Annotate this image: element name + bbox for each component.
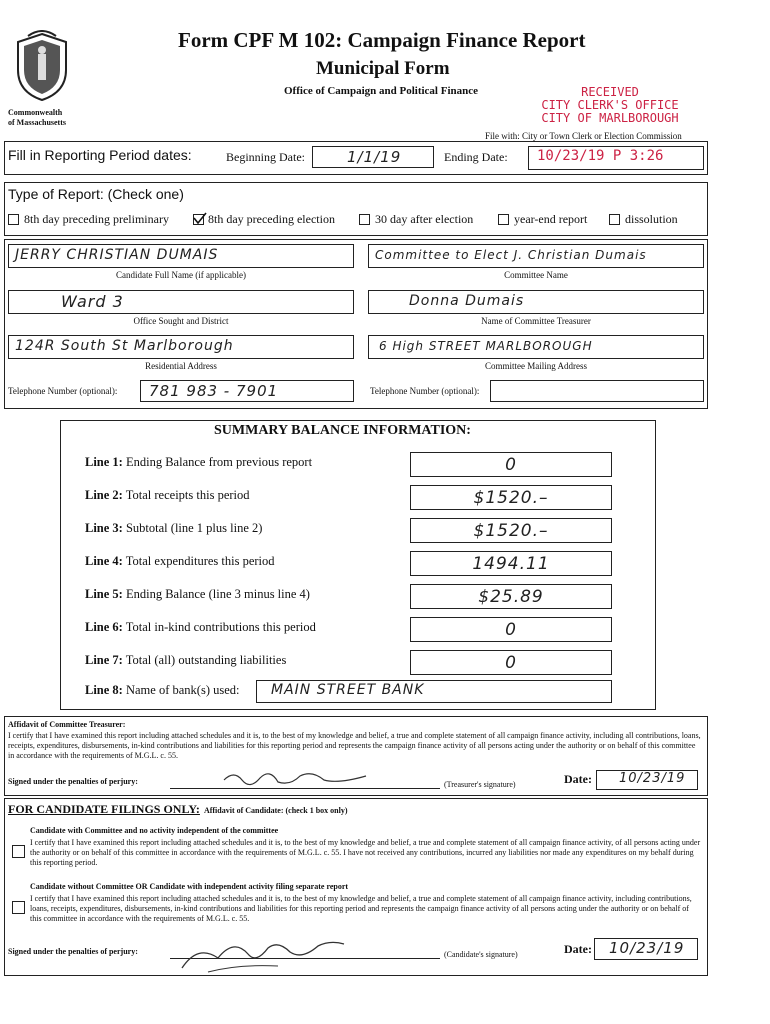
summary-line-num: Line 3: bbox=[85, 521, 123, 535]
treasurer-sig-caption: (Treasurer's signature) bbox=[444, 780, 516, 789]
summary-line-num: Line 5: bbox=[85, 587, 123, 601]
checkbox-dissolution[interactable] bbox=[609, 214, 620, 225]
seal-caption: Commonwealth of Massachusetts bbox=[8, 108, 66, 127]
phone-label: Telephone Number (optional): bbox=[8, 386, 118, 396]
bank-line-text: Name of bank(s) used: bbox=[125, 683, 240, 697]
form-subtitle: Municipal Form bbox=[316, 58, 450, 79]
office-name: Office of Campaign and Political Finance bbox=[284, 85, 479, 97]
summary-line-5-field[interactable] bbox=[410, 584, 612, 609]
committee-name-field[interactable] bbox=[368, 244, 704, 268]
summary-line-3-field[interactable] bbox=[410, 518, 612, 543]
checkbox-30-day[interactable] bbox=[359, 214, 370, 225]
summary-line-7-field[interactable] bbox=[410, 650, 612, 675]
treasurer-date-field[interactable] bbox=[596, 770, 698, 790]
summary-title: SUMMARY BALANCE INFORMATION: bbox=[214, 423, 471, 438]
summary-line-num: Line 2: bbox=[85, 488, 123, 502]
office-label: Office Sought and District bbox=[133, 316, 229, 326]
phone-field[interactable] bbox=[140, 380, 354, 402]
summary-line-7-value: 0 bbox=[505, 652, 517, 673]
summary-line-1-field[interactable] bbox=[410, 452, 612, 477]
option-preceding-election-label: 8th day preceding election bbox=[208, 212, 335, 226]
mailing-field[interactable] bbox=[368, 335, 704, 359]
with-committee-text: I certify that I have examined this report including attached schedules and it is, to the best of my knowledge and belief, a true and complete statement of all campaign finance activity, of all persons acting under the authority or on behalf of this committee in accordance with the requirements of M.G.L. c. 55. I have not received any contributions, incurred any liabilities nor made any expenditures on my behalf during this reporting period. bbox=[30, 838, 701, 867]
without-committee-text: I certify that I have examined this report including attached schedules and it is, to the best of my knowledge and belief, a true and complete statement of all campaign finance activity, including contributions, loans, receipts, expenditures, disbursements, in-kind contributions and liabilities for this reporting period and represents the campaign finance activity of all persons acting under the authority or on behalf of this committee in accordance with the requirements of M.G.L. c. 55. bbox=[30, 894, 692, 923]
committee-name-label: Committee Name bbox=[504, 270, 568, 280]
summary-line-7-label bbox=[85, 653, 286, 668]
phone2-label: Telephone Number (optional): bbox=[370, 386, 480, 396]
received-stamp: RECEIVED CITY CLERK'S OFFICE CITY OF MARLBOROUGH bbox=[541, 85, 679, 125]
residential-field[interactable] bbox=[8, 335, 354, 359]
summary-line-4-value: 1494.11 bbox=[472, 553, 550, 574]
summary-line-6-field[interactable] bbox=[410, 617, 612, 642]
summary-line-5-label bbox=[85, 587, 310, 602]
candidate-date-field[interactable] bbox=[594, 938, 698, 960]
treasurer-date-value: 10/23/19 bbox=[619, 771, 686, 786]
summary-line-1-value: 0 bbox=[505, 454, 517, 475]
summary-line-text: Total (all) outstanding liabilities bbox=[125, 653, 287, 667]
summary-line-text: Total receipts this period bbox=[125, 488, 250, 502]
candidate-filings-subtitle: Affidavit of Candidate: (check 1 box only) bbox=[203, 806, 348, 815]
option-year-end-label: year-end report bbox=[514, 212, 588, 226]
report-type-label: Type of Report: (Check one) bbox=[8, 186, 184, 202]
mailing-value: 6 High STREET MARLBOROUGH bbox=[379, 339, 593, 353]
option-30-day-label: 30 day after election bbox=[375, 212, 474, 226]
candidate-sig-caption: (Candidate's signature) bbox=[444, 950, 518, 959]
bank-line-label bbox=[85, 683, 240, 698]
phone2-field[interactable] bbox=[490, 380, 704, 402]
summary-line-1-label bbox=[85, 455, 312, 470]
candidate-name-label: Candidate Full Name (if applicable) bbox=[116, 270, 246, 280]
summary-line-text: Total expenditures this period bbox=[125, 554, 275, 568]
summary-line-text: Ending Balance from previous report bbox=[125, 455, 313, 469]
begin-date-value: 1/1/19 bbox=[347, 148, 402, 166]
form-title: Form CPF M 102: Campaign Finance Report bbox=[178, 28, 586, 52]
end-date-field[interactable] bbox=[528, 146, 704, 170]
treasurer-affidavit-title: Affidavit of Committee Treasurer: bbox=[8, 720, 126, 729]
candidate-name-field[interactable] bbox=[8, 244, 354, 268]
without-committee-title: Candidate without Committee OR Candidate with independent activity filing separate report bbox=[30, 882, 349, 891]
summary-line-num: Line 7: bbox=[85, 653, 123, 667]
summary-line-4-field[interactable] bbox=[410, 551, 612, 576]
summary-line-5-value: $25.89 bbox=[478, 586, 544, 607]
summary-line-text: Ending Balance (line 3 minus line 4) bbox=[125, 587, 310, 601]
summary-line-3-value: $1520.– bbox=[473, 520, 549, 541]
candidate-signature bbox=[178, 934, 348, 979]
option-dissolution-label: dissolution bbox=[625, 212, 678, 226]
candidate-name-value: JERRY CHRISTIAN DUMAIS bbox=[15, 247, 219, 263]
summary-line-6-label bbox=[85, 620, 316, 635]
begin-date-label: Beginning Date: bbox=[226, 150, 305, 164]
summary-line-num: Line 1: bbox=[85, 455, 123, 469]
summary-line-text: Subtotal (line 1 plus line 2) bbox=[125, 521, 263, 535]
checkbox-preceding-election[interactable] bbox=[193, 214, 204, 225]
option-preliminary-label: 8th day preceding preliminary bbox=[24, 212, 169, 226]
office-value: Ward 3 bbox=[61, 292, 124, 311]
residential-value: 124R South St Marlborough bbox=[15, 338, 234, 354]
treasurer-label: Name of Committee Treasurer bbox=[481, 316, 591, 326]
checkbox-year-end[interactable] bbox=[498, 214, 509, 225]
summary-line-2-value: $1520.– bbox=[473, 487, 549, 508]
summary-line-text: Total in-kind contributions this period bbox=[125, 620, 316, 634]
candidate-filings-header bbox=[8, 800, 348, 818]
phone-value: 781 983 - 7901 bbox=[149, 382, 279, 400]
candidate-filings-title: FOR CANDIDATE FILINGS ONLY: bbox=[8, 802, 200, 816]
treasurer-signature bbox=[220, 766, 370, 795]
candidate-date-label: Date: bbox=[564, 942, 592, 956]
summary-line-num: Line 4: bbox=[85, 554, 123, 568]
summary-line-3-label bbox=[85, 521, 262, 536]
treasurer-field[interactable] bbox=[368, 290, 704, 314]
treasurer-signed-label: Signed under the penalties of perjury: bbox=[8, 777, 138, 786]
treasurer-date-label: Date: bbox=[564, 772, 592, 786]
begin-date-field[interactable] bbox=[312, 146, 434, 168]
file-with-note: File with: City or Town Clerk or Election Commission bbox=[485, 131, 682, 141]
summary-line-2-label bbox=[85, 488, 250, 503]
treasurer-value: Donna Dumais bbox=[409, 293, 525, 309]
checkbox-without-committee[interactable] bbox=[12, 901, 25, 914]
checkbox-preliminary[interactable] bbox=[8, 214, 19, 225]
end-date-label: Ending Date: bbox=[444, 150, 508, 164]
summary-line-2-field[interactable] bbox=[410, 485, 612, 510]
bank-field[interactable] bbox=[256, 680, 612, 703]
summary-line-6-value: 0 bbox=[505, 619, 517, 640]
mailing-label: Committee Mailing Address bbox=[485, 361, 587, 371]
bank-line-num: Line 8: bbox=[85, 683, 123, 697]
with-committee-title: Candidate with Committee and no activity independent of the committee bbox=[30, 826, 279, 835]
office-field[interactable] bbox=[8, 290, 354, 314]
committee-name-value: Committee to Elect J. Christian Dumais bbox=[375, 248, 647, 262]
end-date-value: 10/23/19 P 3:26 bbox=[537, 148, 664, 164]
summary-line-4-label bbox=[85, 554, 275, 569]
candidate-signed-label: Signed under the penalties of perjury: bbox=[8, 947, 138, 956]
summary-line-num: Line 6: bbox=[85, 620, 123, 634]
period-label: Fill in Reporting Period dates: bbox=[8, 147, 192, 163]
candidate-date-value: 10/23/19 bbox=[609, 939, 685, 957]
bank-value: MAIN STREET BANK bbox=[271, 682, 425, 698]
state-seal bbox=[12, 30, 72, 102]
checkbox-with-committee[interactable] bbox=[12, 845, 25, 858]
residential-label: Residential Address bbox=[145, 361, 217, 371]
treasurer-affidavit-text: I certify that I have examined this report including attached schedules and it is, to the best of my knowledge and belief, a true and complete statement of all campaign finance activity, including all contributions, loans, receipts, expenditures, disbursements, in-kind contributions and liabilities for this reporting period and represents the campaign finance activity of all persons acting under the authority or on behalf of this committee in accordance with the requirements of M.G.L. c. 55. bbox=[8, 731, 701, 760]
